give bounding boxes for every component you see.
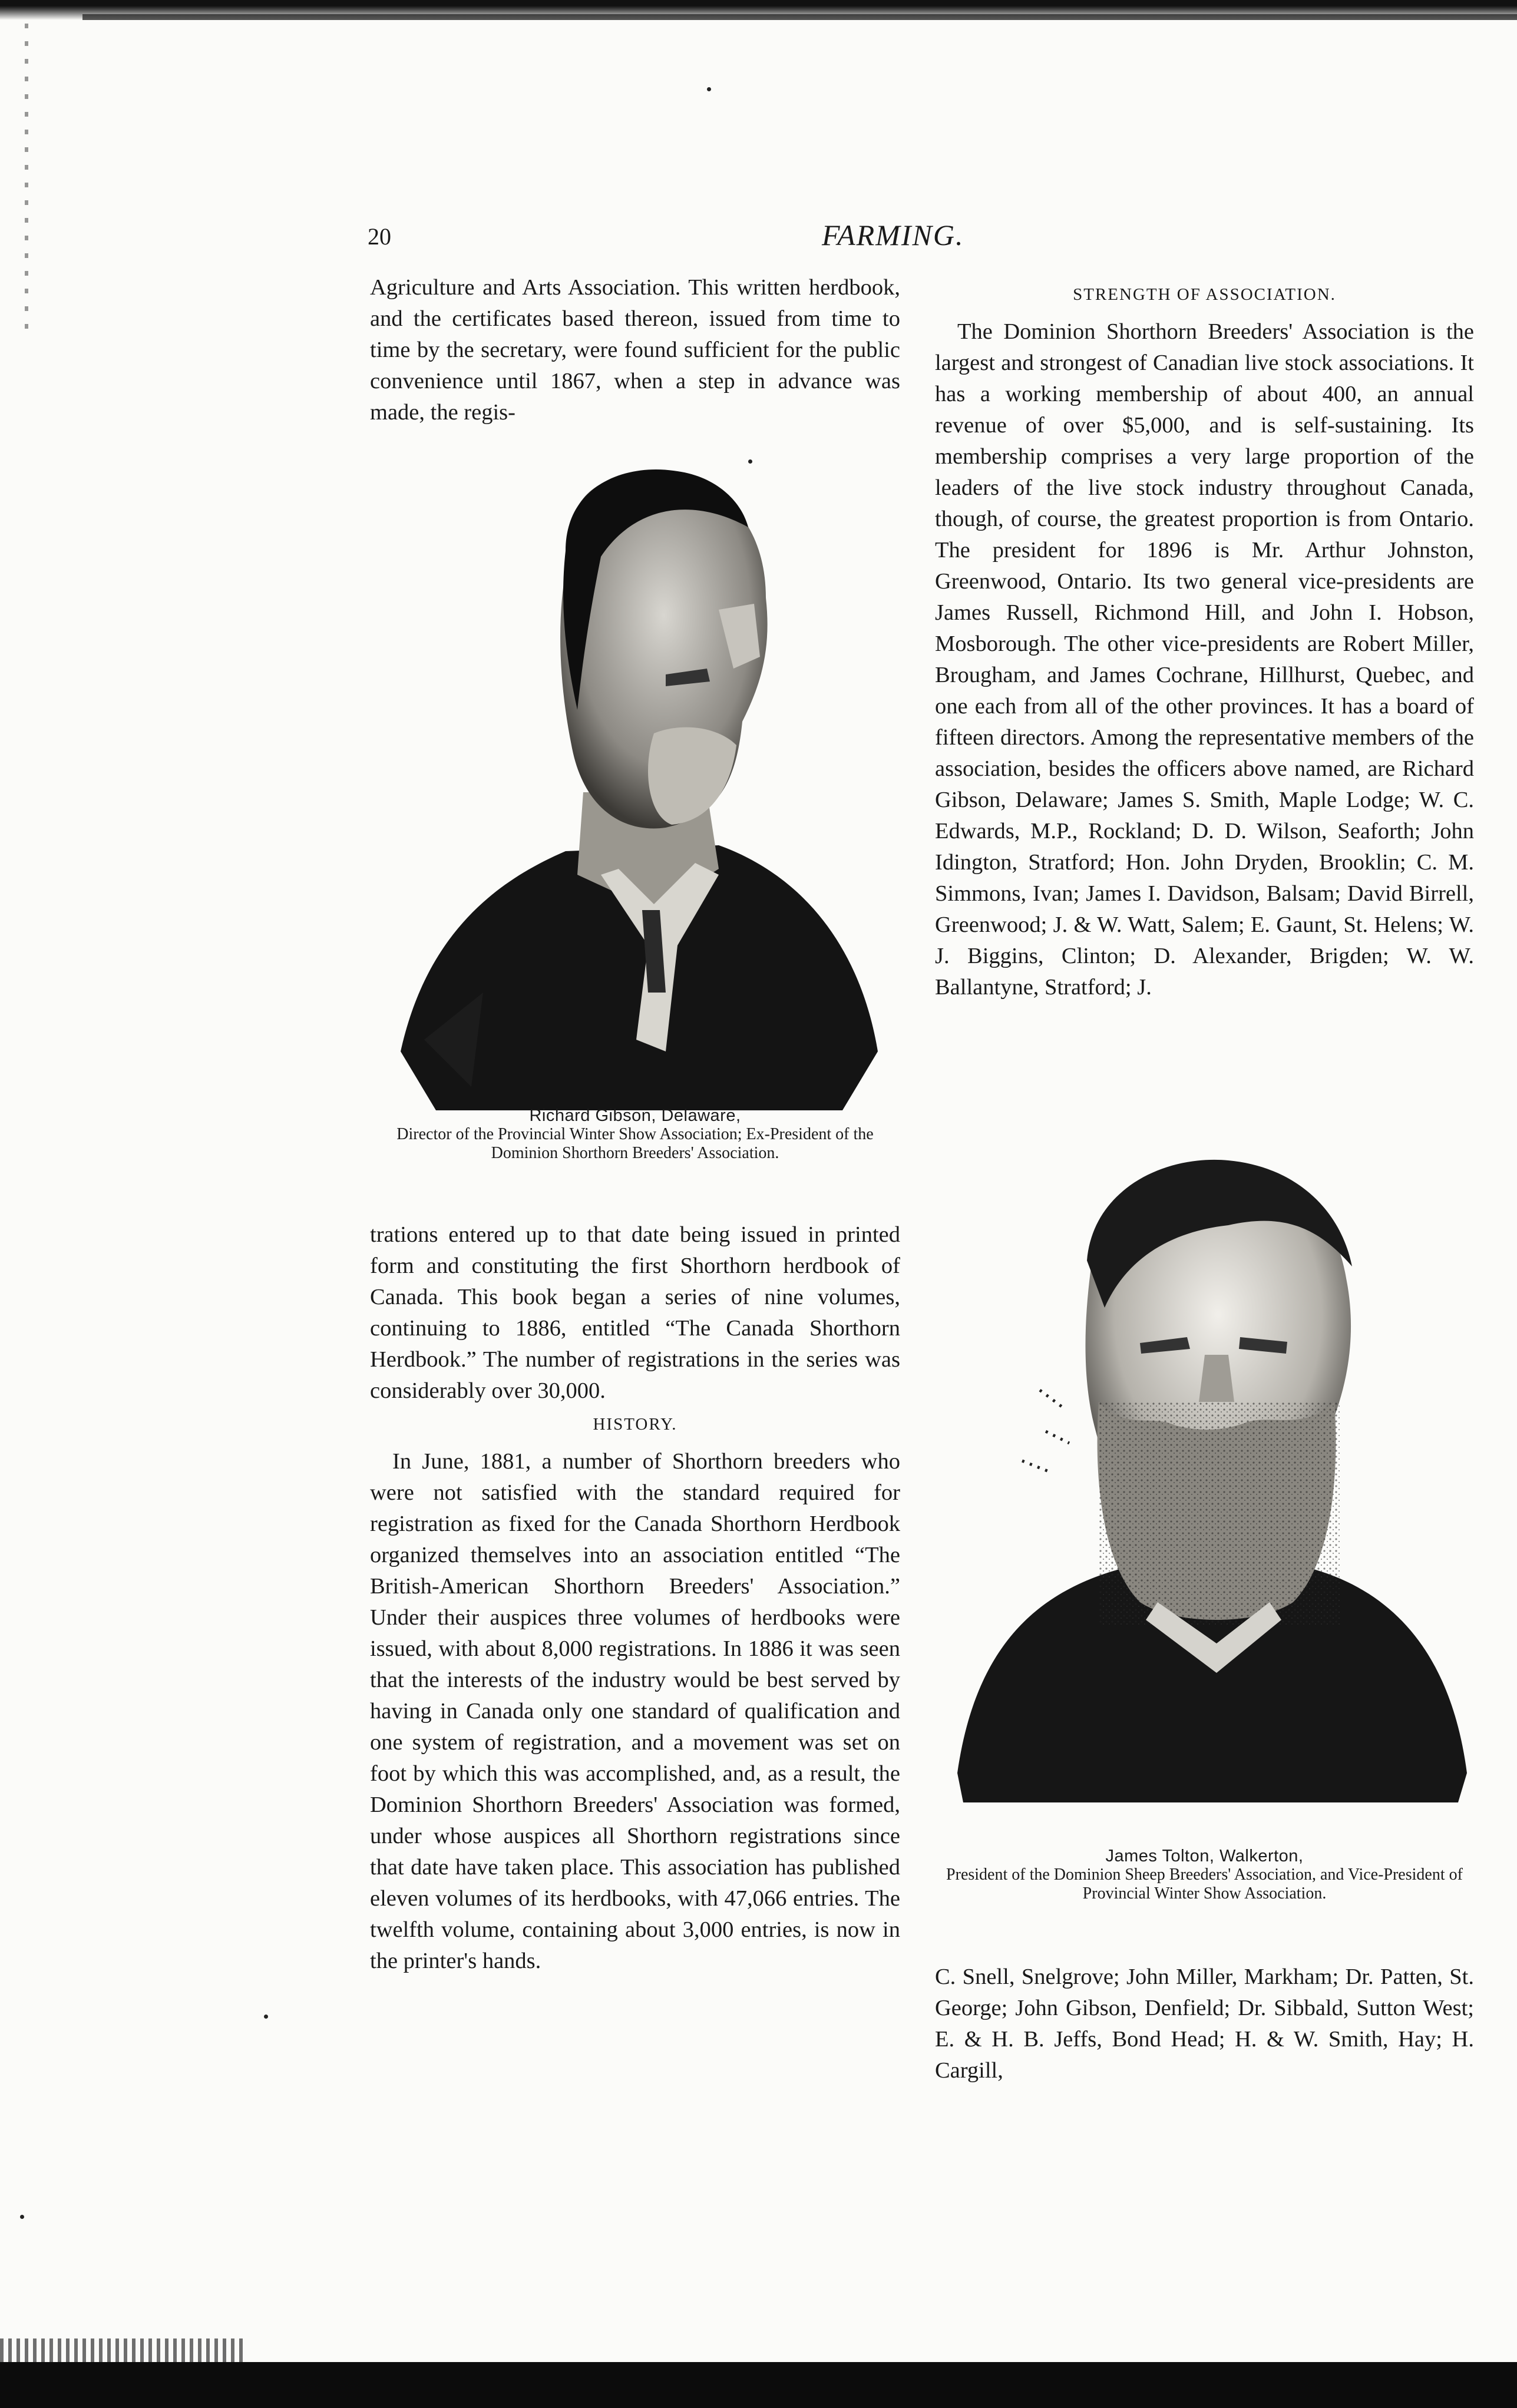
- figure-caption-tolton: [935, 1847, 1474, 1903]
- figure-name: James Tolton, Walkerton,: [1105, 1847, 1304, 1865]
- right-column-top: [935, 277, 1474, 1003]
- figure-name: Richard Gibson, Delaware,: [529, 1106, 741, 1125]
- scan-speck: [707, 87, 711, 91]
- section-heading-strength: STRENGTH OF ASSOCIATION.: [1073, 285, 1336, 304]
- right-column-bottom: [935, 1962, 1474, 2086]
- scan-speck: [20, 2215, 24, 2219]
- body-paragraph: The Dominion Shorthorn Breeders' Association is the largest and strongest of Canadian live stock associations. It has a working membership of about 400, an annual revenue of over $5,000, and is self-sustaining. Its membership comprises a very large proportion of the leaders of the live stock industry throughout Canada, though, of course, the greatest proportion is from Ontario. The president for 1896 is Mr. Arthur Johnston, Greenwood, Ontario. Its two general vice-presidents are James Russell, Richmond Hill, and John I. Hobson, Mosborough. The other vice-presidents are Robert Miller, Brougham, and James Cochrane, Hillhurst, Quebec, and one each from all of the other provinces. It has a board of fifteen directors. Among the representative members of the association, besides the officers above named, are Richard Gibson, Delaware; James S. Smith, Maple Lodge; W. C. Edwards, M.P., Rockland; D. D. Wilson, Seaforth; John Idington, Stratford; Hon. John Dryden, Brooklin; C. M. Simmons, Ivan; James I. Davidson, Balsam; David Birrell, Greenwood; J. & W. Watt, Salem; E. Gaunt, St. Helens; W. J. Biggins, Clinton; D. Alexander, Brigden; W. W. Ballantyne, Stratford; J.: [935, 319, 1474, 1000]
- left-column-top: [370, 272, 900, 428]
- scan-edge-marks-bottom: [0, 2338, 247, 2364]
- body-paragraph: In June, 1881, a number of Shorthorn breeders who were not satisfied with the standard required for registration as fixed for the Canada Shorthorn Herdbook organized themselves into an association entitled “The British-American Shorthorn Breeders' Association.” Under their auspices three volumes of herdbooks were issued, with about 8,000 registrations. In 1886 it was seen that the interests of the industry would be best served by having in Canada only one standard of qualification and one system of registration, and a movement was set on foot by which this was accomplished, and, as a result, the Dominion Shorthorn Breeders' Association was formed, under whose auspices all Shorthorn registrations since that date have taken place. This association has published eleven volumes of its herdbooks, with 47,066 entries. The twelfth volume, containing about 3,000 entries, is now in the printer's hands.: [370, 1449, 900, 1973]
- left-column-bottom: [370, 1219, 900, 1977]
- figure-caption-gibson: [370, 1106, 900, 1163]
- body-paragraph: trations entered up to that date being issued in printed form and constituting the first Shorthorn herdbook of Canada. This book began a series of nine volumes, continuing to 1886, entitled “The Canada Shorthorn Herdbook.” The number of registrations in the series was considerably over 30,000.: [370, 1222, 900, 1403]
- page-number: 20: [368, 223, 391, 250]
- scan-border-top-line: [82, 14, 1517, 20]
- portrait-richard-gibson: [389, 462, 884, 1116]
- body-paragraph: C. Snell, Snelgrove; John Miller, Markham; Dr. Patten, St. George; John Gibson, Denfield; Dr. Sibbald, Sutton West; E. & H. B. Jeffs, Bond Head; H. & W. Smith, Hay; H. Cargill,: [935, 1964, 1474, 2083]
- body-paragraph: Agriculture and Arts Association. This written herdbook, and the certificates based thereon, issued from time to time by the secretary, were found sufficient for the public convenience until 1867, when a step in advance was made, the regis-: [370, 275, 900, 425]
- figure-caption-text: President of the Dominion Sheep Breeders' Association, and Vice-President of Provincial Winter Show Association.: [946, 1865, 1463, 1903]
- figure-caption-text: Director of the Provincial Winter Show Association; Ex-President of the Dominion Shorthorn Breeders' Association.: [396, 1125, 874, 1162]
- section-heading-history: HISTORY.: [593, 1415, 677, 1434]
- scan-border-bottom: [0, 2362, 1517, 2408]
- scan-edge-marks: [25, 24, 28, 330]
- portrait-james-tolton: [951, 1155, 1470, 1802]
- running-head: FARMING.: [822, 219, 964, 252]
- scan-speck: [264, 2015, 268, 2019]
